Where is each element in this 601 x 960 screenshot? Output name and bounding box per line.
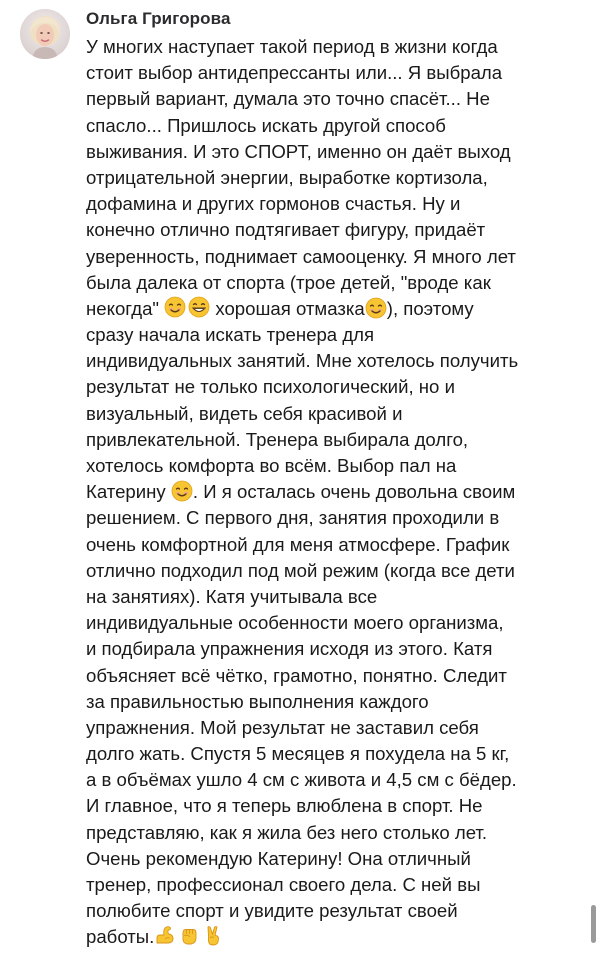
comment-line: индивидуальные особенности моего организма, bbox=[86, 612, 504, 634]
comment-line: упражнения. Мой результат не заставил себя bbox=[86, 716, 479, 738]
comment-line: результат не только психологический, но и bbox=[86, 376, 455, 398]
comment-line: была далека от спорта (трое детей, "вроде как bbox=[86, 271, 491, 293]
comment-line: дофамина и других гормонов счастья. Ну и bbox=[86, 193, 461, 215]
comment-author[interactable]: Ольга Григорова bbox=[86, 9, 231, 28]
comment-text bbox=[86, 34, 586, 951]
comment-line: стоит выбор антидепрессанты или... Я выбрала bbox=[86, 62, 503, 84]
comment-line bbox=[86, 479, 586, 505]
text-fragment: работы. bbox=[86, 926, 155, 948]
grinning-face-icon bbox=[188, 296, 210, 318]
victory-hand-icon bbox=[202, 924, 224, 946]
comment-line: И главное, что я теперь влюблена в спорт. Не bbox=[86, 795, 483, 817]
comment-line bbox=[86, 296, 586, 322]
comment-line: объясняет всё чётко, грамотно, понятно. Следит bbox=[86, 664, 507, 686]
smiling-face-icon bbox=[164, 296, 186, 318]
comment-line: долго жать. Спустя 5 месяцев я похудела на 5 кг, bbox=[86, 743, 510, 765]
comment-line: решением. С первого дня, занятия проходили в bbox=[86, 507, 500, 529]
text-fragment: ), поэтому bbox=[386, 297, 474, 319]
comment-line: а в объёмах ушло 4 см с живота и 4,5 см с бёдер. bbox=[86, 769, 517, 791]
comment-line: уверенность, поднимает самооценку. Я много лет bbox=[86, 245, 516, 267]
comment-line bbox=[86, 924, 586, 950]
text-fragment: Катерину bbox=[86, 481, 171, 503]
comment-line: У многих наступает такой период в жизни когда bbox=[86, 36, 498, 57]
raised-fist-icon bbox=[178, 924, 200, 946]
comment-line: за правильностью выполнения каждого bbox=[86, 690, 429, 712]
comment-line: и подбирала упражнения исходя из этого. Катя bbox=[86, 638, 493, 660]
comment-line: тренер, профессионал своего дела. С ней вы bbox=[86, 874, 481, 895]
comment-line: индивидуальных занятий. Мне хотелось получить bbox=[86, 350, 519, 372]
comment-line: конечно отлично подтягивает фигуру, придаёт bbox=[86, 219, 486, 241]
comment-line: очень комфортной для меня атмосфере. График bbox=[86, 533, 510, 555]
comment-line: визуальный, видеть себя красивой и bbox=[86, 402, 403, 424]
comment-line: на занятиях). Катя учитывала все bbox=[86, 585, 378, 607]
comment-line: привлекательной. Тренера выбирала долго, bbox=[86, 428, 469, 450]
smiling-face-icon bbox=[171, 480, 193, 502]
comment-line: отрицательной энергии, выработке кортизола, bbox=[86, 166, 488, 188]
flexed-biceps-icon bbox=[154, 924, 176, 946]
smiling-face-icon bbox=[365, 297, 387, 319]
comment-line: представляю, как я жила без него столько лет. bbox=[86, 821, 488, 843]
emoji-group bbox=[164, 296, 210, 318]
comment-line: первый вариант, думала это точно спасёт... Не bbox=[86, 88, 490, 110]
text-fragment: хорошая отмазка bbox=[210, 297, 365, 319]
comment-line: сразу начала искать тренера для bbox=[86, 324, 375, 346]
comment-line: Очень рекомендую Катерину! Она отличный bbox=[86, 847, 471, 869]
comment-line: хотелось комфорта во всём. Выбор пал на bbox=[86, 455, 457, 476]
comment-line: спасло... Пришлось искать другой способ bbox=[86, 114, 446, 136]
emoji-group bbox=[154, 924, 224, 946]
text-fragment: . И я осталась очень довольна своим bbox=[192, 481, 516, 503]
comment-line: полюбите спорт и увидите результат своей bbox=[86, 900, 458, 922]
avatar[interactable] bbox=[20, 9, 70, 59]
scrollbar[interactable] bbox=[591, 905, 596, 943]
user-photo-icon bbox=[20, 9, 70, 59]
comment-line: отлично подходил под мой режим (когда все дети bbox=[86, 559, 515, 581]
text-fragment: некогда" bbox=[86, 297, 165, 319]
comment-line: выживания. И это СПОРТ, именно он даёт выход bbox=[86, 140, 511, 162]
